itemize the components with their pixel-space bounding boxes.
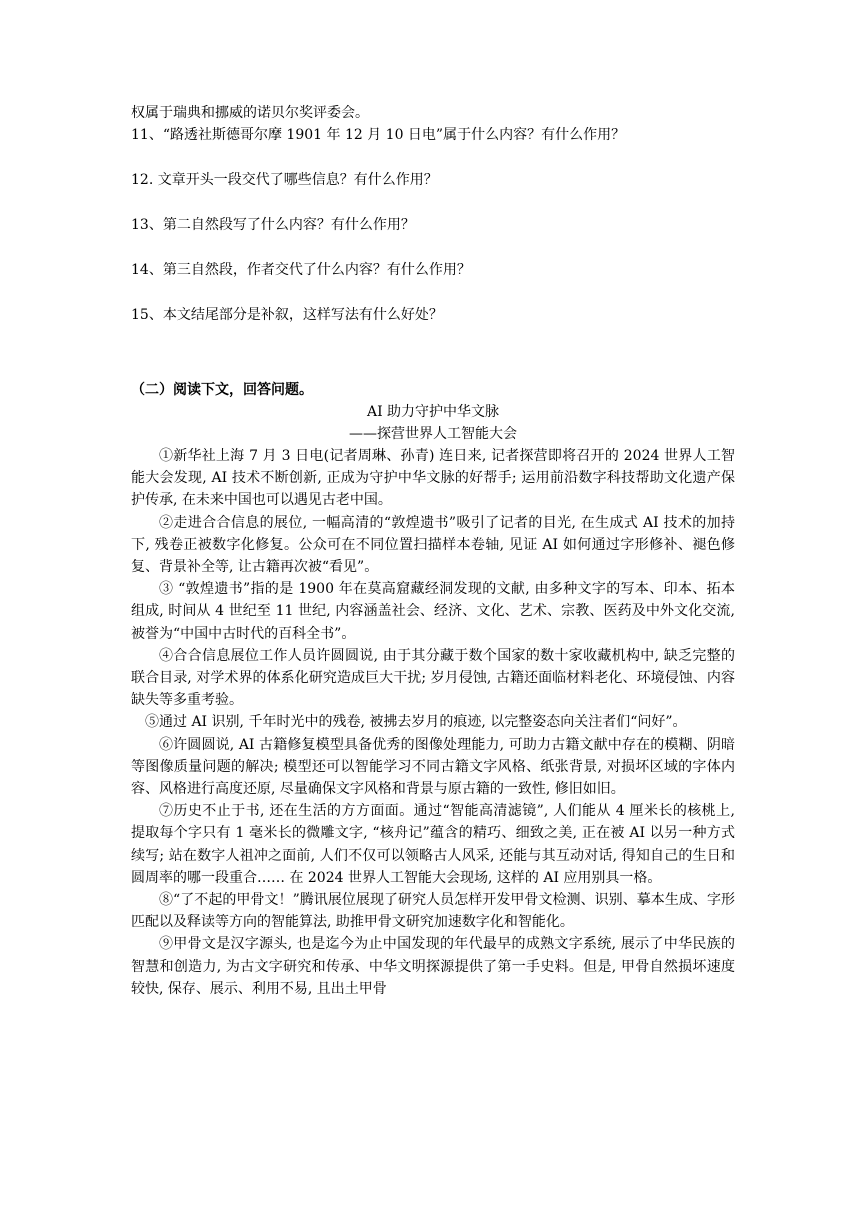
article-paragraph-9: ⑨甲骨文是汉字源头, 也是迄今为止中国发现的年代最早的成熟文字系统, 展示了中华民族的智慧和创造力, 为古文字研究和传承、中华文明探源提供了第一手史料。但是, 甲骨自然损坏速度较快, 保存、展示、利用不易, 且出土甲骨 [131,936,735,997]
article-paragraph-8: ⑧“了不起的甲骨文！”腾讯展位展现了研究人员怎样开发甲骨文检测、识别、摹本生成、字形匹配以及释读等方向的智能算法, 助推甲骨文研究加速数字化和智能化。 [131,892,735,931]
section-spacer [131,349,735,379]
article-paragraph-3: ③ “敦煌遗书”指的是 1900 年在莫高窟藏经洞发现的文献, 由多种文字的写本、印本、拓本组成, 时间从 4 世纪至 11 世纪, 内容涵盖社会、经济、文化、艺术、宗教、医药及中外文化交流, 被誉为“中国中古时代的百科全书”。 [131,581,735,642]
question-12: 12. 文章开头一段交代了哪些信息？有什么作用？ [131,172,438,188]
question-13: 13、第二自然段写了什么内容？有什么作用？ [131,217,415,233]
article-subtitle: ——探营世界人工智能大会 [349,426,517,442]
question-14: 14、第三自然段，作者交代了什么内容？有什么作用？ [131,262,471,278]
article-paragraph-6: ⑥许圆圆说, AI 古籍修复模型具备优秀的图像处理能力, 可助力古籍文献中存在的模糊、阴暗等图像质量问题的解决; 模型还可以智能学习不同古籍文字风格、纸张背景, 对损坏区域的字体内容、风格进行高度还原, 尽量确保文字风格和背景与原古籍的一致性, 修旧如旧。 [131,736,735,798]
article-paragraph-5: ⑤通过 AI 识别, 千年时光中的残卷, 被拂去岁月的痕迹, 以完整姿态向关注者们“问好”。 [145,714,687,731]
article-paragraph-7: ⑦历史不止于书, 还在生活的方方面面。通过“智能高清滤镜”, 人们能从 4 厘米长的核桃上, 提取每个字只有 1 毫米长的微雕文字, “核舟记”蕴含的精巧、细致之美, 正在被 AI 以另一种方式续写; 站在数字人祖冲之面前, 人们不仅可以领略古人风采, 还能与其互动对话, 得知自己的生日和圆周率的哪一段重合…… 在 2024 世界人工智能大会现场, 这样的 AI 应用别具一格。 [131,803,735,886]
document-page [131,102,735,1000]
article-paragraph-4: ④合合信息展位工作人员许圆圆说, 由于其分藏于数个国家的数十家收藏机构中, 缺乏完整的联合目录, 对学术界的体系化研究造成巨大干扰; 岁月侵蚀, 古籍还面临材料老化、环境侵蚀、内容缺失等多重考验。 [131,647,735,709]
article-paragraph-1: ①新华社上海 7 月 3 日电(记者周琳、孙青) 连日来, 记者探营即将召开的 2024 世界人工智能大会发现, AI 技术不断创新, 正成为守护中华文脉的好帮手; 运用前沿数字科技帮助文化遗产保护传承, 在未来中国也可以遇见古老中国。 [131,448,735,509]
article-paragraph-2: ②走进合合信息的展位, 一幅高清的“敦煌遗书”吸引了记者的目光, 在生成式 AI 技术的加持下, 残卷正被数字化修复。公众可在不同位置扫描样本卷轴, 见证 AI 如何通过字形修补、褪色修复、背景补全等, 让古籍再次被“看见”。 [131,514,735,576]
section-heading: （二）阅读下文，回答问题。 [131,382,313,398]
top-fragment: 权属于瑞典和挪威的诺贝尔奖评委会。 [131,105,369,121]
question-11: 11、“路透社斯德哥尔摩 1901 年 12 月 10 日电”属于什么内容？有什么作用？ [131,127,626,143]
article-title: AI 助力守护中华文脉 [366,404,500,420]
question-15: 15、本文结尾部分是补叙，这样写法有什么好处？ [131,307,443,323]
